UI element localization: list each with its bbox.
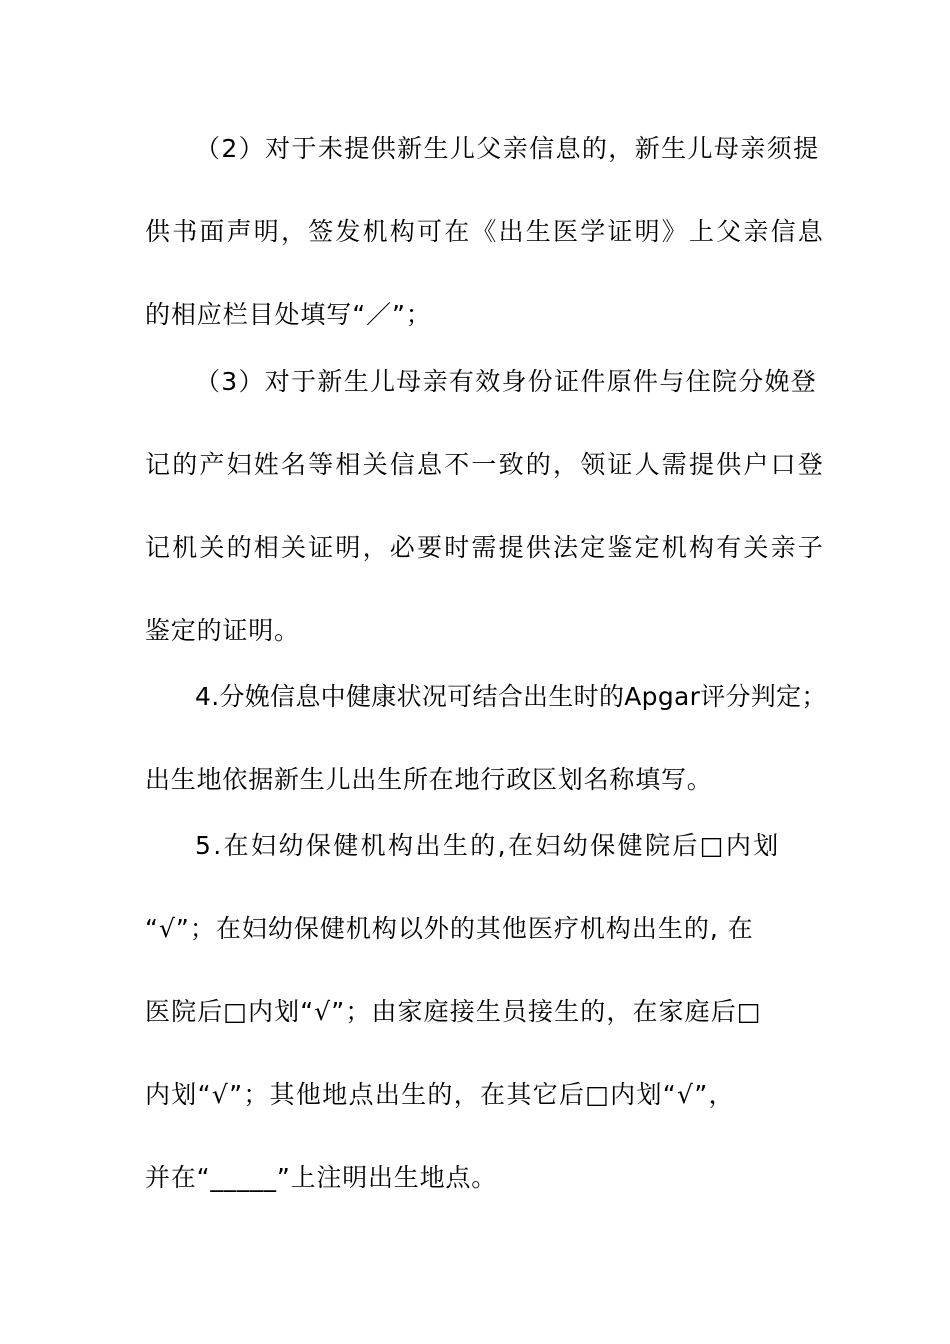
paragraph-2-line-3: 的相应栏目处填写“／”； bbox=[145, 300, 432, 329]
paragraph-2-line-1: （2）对于未提供新生儿父亲信息的，新生儿母亲须提 bbox=[195, 134, 820, 163]
paragraph-5-line-3: 医院后□内划“√”；由家庭接生员接生的，在家庭后□ bbox=[145, 997, 762, 1026]
paragraph-4-line-1: 4.分娩信息中健康状况可结合出生时的Apgar评分判定； bbox=[195, 682, 827, 711]
paragraph-5-line-5: 并在“_____”上注明出生地点。 bbox=[145, 1163, 498, 1192]
paragraph-3-line-2: 记的产妇姓名等相关信息不一致的，领证人需提供户口登 bbox=[145, 450, 826, 479]
paragraph-2-line-2: 供书面声明，签发机构可在《出生医学证明》上父亲信息 bbox=[145, 217, 826, 246]
paragraph-3-line-4: 鉴定的证明。 bbox=[145, 616, 300, 645]
paragraph-5-line-2: “√”；在妇幼保健机构以外的其他医疗机构出生的, 在 bbox=[145, 914, 754, 943]
paragraph-5-line-1: 5.在妇幼保健机构出生的,在妇幼保健院后□内划 bbox=[195, 831, 781, 860]
paragraph-5-line-4: 内划“√”；其他地点出生的，在其它后□内划“√”， bbox=[145, 1080, 735, 1109]
paragraph-3-line-3: 记机关的相关证明，必要时需提供法定鉴定机构有关亲子 bbox=[145, 533, 826, 562]
paragraph-4-line-2: 出生地依据新生儿出生所在地行政区划名称填写。 bbox=[145, 765, 713, 794]
paragraph-3-line-1: （3）对于新生儿母亲有效身份证件原件与住院分娩登 bbox=[195, 367, 818, 396]
